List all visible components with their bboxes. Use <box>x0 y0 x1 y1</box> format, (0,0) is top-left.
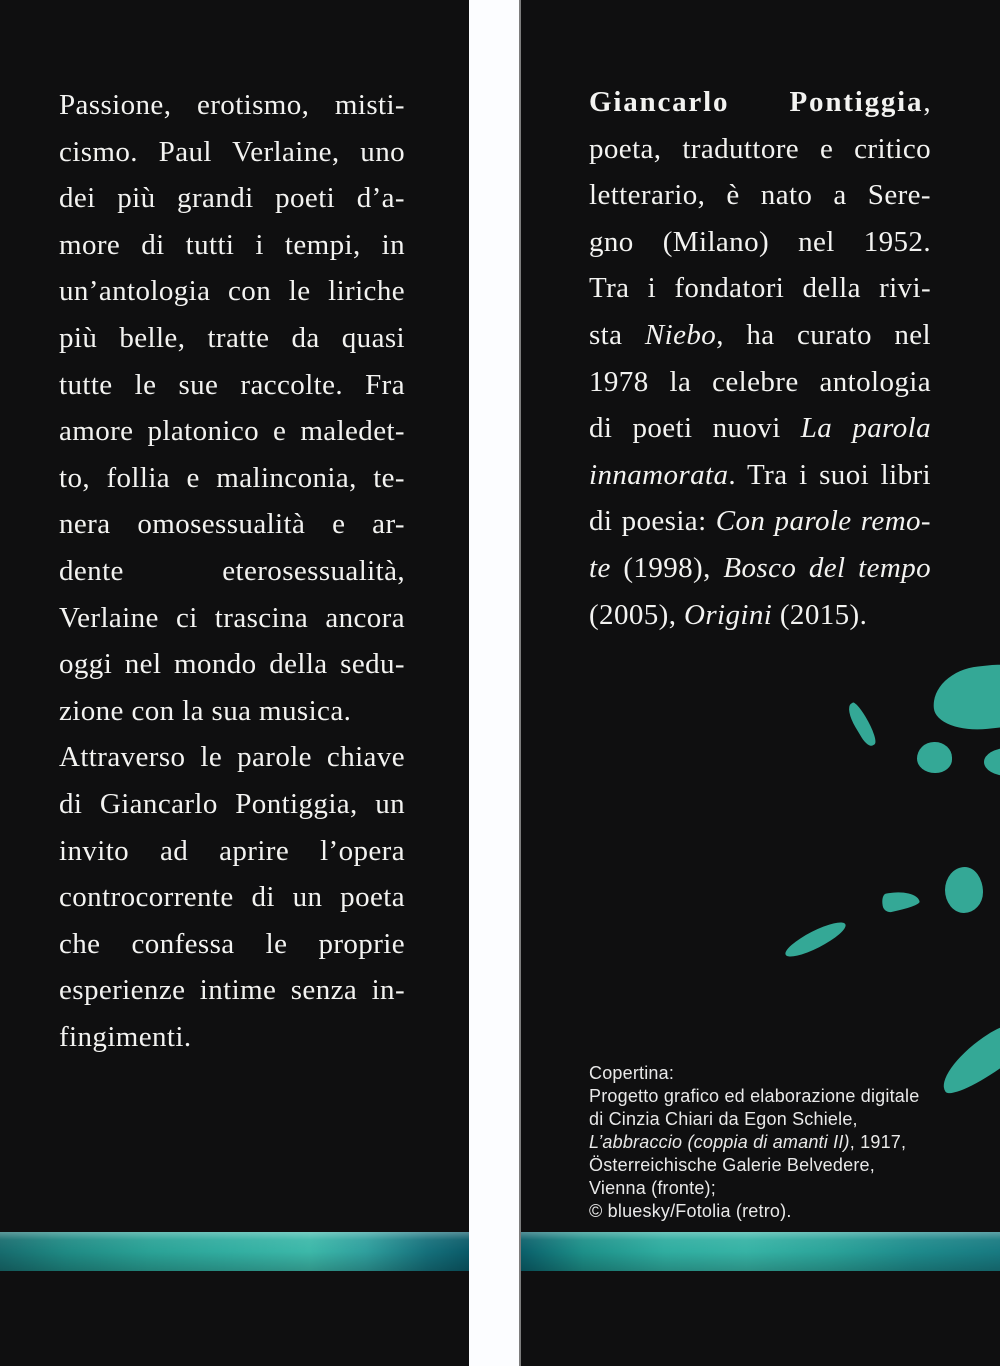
left-flap-line: tutte le sue raccolte. Fra <box>59 368 405 401</box>
right-flap-line: letterario, è nato a Sere- <box>589 179 931 212</box>
left-flap-line: nera omosessualità e ar- <box>59 508 405 541</box>
left-flap-line: fingimenti. <box>59 1020 192 1053</box>
teal-blob-edge-circle <box>984 748 1000 776</box>
right-flap-line: sta Niebo, ha curato nel <box>589 318 931 351</box>
right-flap-panel <box>521 0 1000 1366</box>
teal-blob-circle <box>917 742 952 773</box>
right-flap-line: 1978 la celebre antologia <box>589 365 931 398</box>
right-flap-line: poeta, traduttore e critico <box>589 132 931 165</box>
left-flap-line: Verlaine ci trascina ancora <box>59 601 405 634</box>
teal-ribbon-left <box>0 1232 469 1271</box>
left-flap-line: controcorrente di un poeta <box>59 881 405 914</box>
left-flap-text <box>59 82 405 1060</box>
left-flap-panel <box>0 0 469 1366</box>
right-flap-line: (2005), Origini (2015). <box>589 598 868 631</box>
teal-ribbon-right <box>521 1232 1000 1271</box>
left-flap-line: Passione, erotismo, misti- <box>59 89 405 121</box>
right-flap-line: di poesia: Con parole remo- <box>589 505 931 538</box>
left-flap-line: cismo. Paul Verlaine, uno <box>59 135 405 168</box>
left-flap-line: più belle, tratte da quasi <box>59 321 405 354</box>
cover-credits <box>589 1062 949 1223</box>
left-flap-line: esperienze intime senza in- <box>59 974 405 1007</box>
left-flap-line: un’antologia con le liriche <box>59 275 405 308</box>
left-flap-line: Attraverso le parole chiave <box>59 741 405 774</box>
left-flap-line: dente eterosessualità, <box>59 554 405 587</box>
left-flap-line: di Giancarlo Pontiggia, un <box>59 787 405 820</box>
credit-line: Copertina: <box>589 1063 675 1083</box>
left-flap-line: dei più grandi poeti d’a- <box>59 182 405 215</box>
left-flap-line: oggi nel mondo della sedu- <box>59 648 405 681</box>
credit-line: di Cinzia Chiari da Egon Schiele, <box>589 1109 858 1129</box>
right-flap-text <box>589 79 931 638</box>
credit-line: © bluesky/Fotolia (retro). <box>589 1201 792 1221</box>
teal-blob-sliver <box>844 701 880 748</box>
left-flap-line: zione con la sua musica. <box>59 694 352 727</box>
right-flap-line: te (1998), Bosco del tempo <box>589 551 932 584</box>
right-flap-line: Giancarlo Pontiggia, <box>589 86 931 118</box>
credit-line: Vienna (fronte); <box>589 1178 716 1198</box>
white-gutter <box>469 0 519 1366</box>
right-flap-line: Tra i fondatori della rivi- <box>589 272 931 305</box>
credit-line: Progetto grafico ed elaborazione digitale <box>589 1086 920 1106</box>
teal-blob-ellipse <box>782 917 849 963</box>
right-flap-line: di poeti nuovi La parola <box>589 412 931 445</box>
credit-line: L’abbraccio (coppia di amanti II), 1917, <box>589 1132 907 1152</box>
credit-line: Österreichische Galerie Belvedere, <box>589 1155 875 1175</box>
left-flap-line: to, follia e malinconia, te- <box>59 461 405 494</box>
left-flap-line: che confessa le proprie <box>59 927 405 960</box>
right-flap-line: gno (Milano) nel 1952. <box>589 225 931 258</box>
teal-blob-circle <box>945 867 983 913</box>
teal-blob-teardrop <box>881 888 921 914</box>
left-flap-line: amore platonico e maledet- <box>59 415 405 448</box>
left-flap-line: more di tutti i tempi, in <box>59 228 405 261</box>
left-flap-line: invito ad aprire l’opera <box>59 834 405 867</box>
right-flap-line: innamorata. Tra i suoi libri <box>589 458 931 491</box>
teal-blob-large <box>930 661 1000 734</box>
